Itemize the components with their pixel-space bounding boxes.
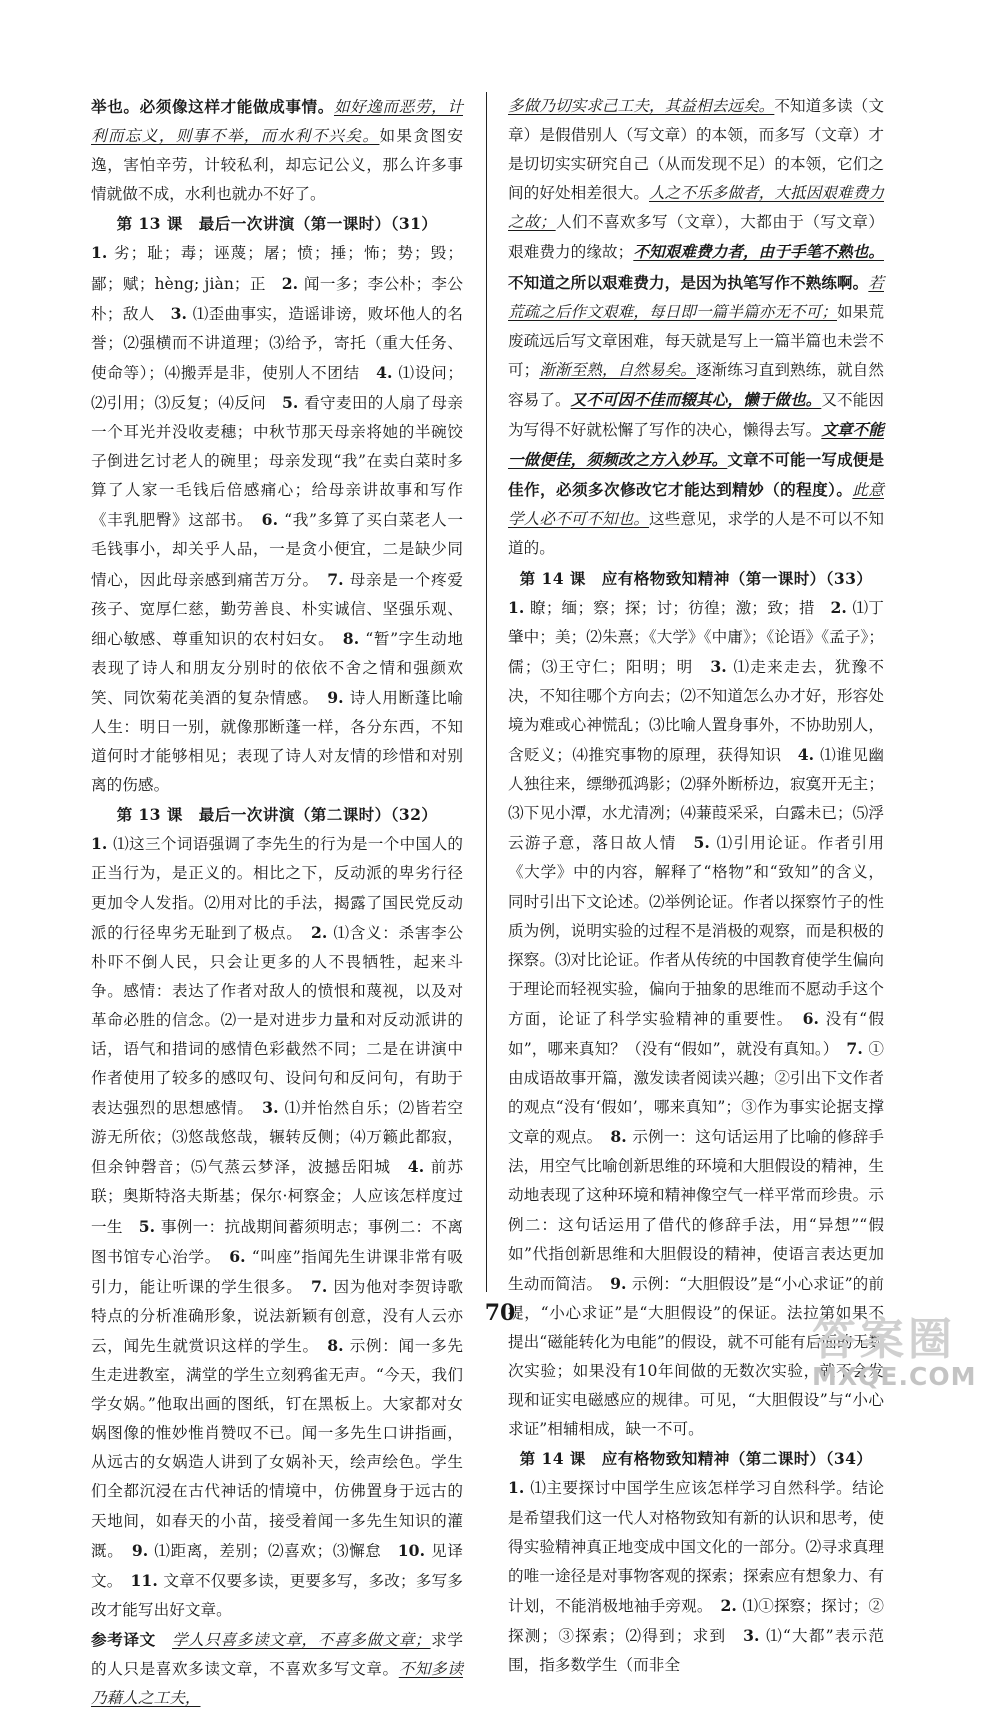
text-run: 劣；耻；毒；诬蔑；屠；愤；捶；怖；势；毁；鄙；赋；hèng; jiàn；正 [91, 244, 463, 293]
text-run: ⑴并怡然自乐；⑵皆若空游无所依；⑶悠哉悠哉，辗转反侧；⑷万籁此都寂，但余钟磬音；⑸气蒸云梦泽，波撼岳阳城 [91, 1099, 463, 1177]
handwritten-underlined-run: 若荒疏之后作文艰难，每日即一篇半篇亦无不可； [508, 273, 884, 321]
bold-text-run: 7. [846, 1039, 869, 1058]
right-para-1 [508, 92, 884, 564]
bold-text-run: 2. [830, 597, 853, 617]
handwritten-underlined-run: 渐渐至熟，自然易矣。 [539, 360, 697, 379]
handwritten-underlined-run: 人之不乐多做者，大抵因艰难费力之故； [508, 184, 885, 232]
bold-text-run: 5. [693, 833, 717, 853]
text-run: 事例一：抗战期间蓄须明志；事例二：不离图书馆专心治学。 [91, 1217, 464, 1266]
bold-text-run: 1. [91, 243, 114, 263]
text-run: 如果贪图安逸，害怕辛劳，计较私利，却忘记公义，那么许多事情就做不成，水利也就办不好了。 [91, 127, 463, 204]
bold-text-run: 8. [327, 1335, 350, 1355]
text-run: 求学的人只是喜欢多读文章，不喜欢多写文章。 [91, 1630, 463, 1678]
handwritten-underlined-run: 不知多读乃藉人之工夫， [91, 1659, 464, 1708]
text-run: 文章不仅要多读，更要多写，多改；多写多改才能写出好文章。 [91, 1571, 463, 1619]
bold-text-run: 5. [138, 1216, 161, 1236]
text-run: ⑴歪曲事实，造谣诽谤，败坏他人的名誉；⑵强横而不讲道理；⑶给予，寄托（重大任务、使命等）；⑷搬弄是非，使别人不团结 [91, 304, 463, 382]
text-run: 看守麦田的人扇了母亲一个耳光并没收麦穗；中秋节那天母亲将她的半碗饺子倒进乞讨老人的碗里；母亲发现“我”在卖白菜时多算了人家一毛钱后倍感痛心；给母亲讲故事和写作《丰乳肥臀》这部书。 [91, 393, 463, 530]
left-para-3 [91, 829, 463, 1625]
text-run: 母亲是一个疼爱孩子、宽厚仁慈，勤劳善良、朴实诚信、坚强乐观、细心敏感、尊重知识的农村妇女。 [91, 570, 463, 648]
bold-text-run: 10. [397, 1540, 432, 1560]
left-para-1 [91, 92, 463, 209]
bold-text-run: 3. [170, 303, 193, 323]
text-run: 示例：“大胆假设”是“小心求证”的前提，“小心求证”是“大胆假设”的保证。法拉第如果不提出“磁能转化为电能”的假设，就不可能有后面的无数次实验；如果没有10年间做的无数次实验，就不会发现和证实电磁感应的规律。可见，“大胆假设”与“小心求证”相辅相成，缺一不可。 [508, 1274, 884, 1439]
text-run: 这些意见，求学的人是不可以不知道的。 [508, 510, 884, 558]
handwritten-underlined-run: 此意学人必不可不知也。 [508, 481, 884, 529]
right-column [508, 92, 884, 1680]
text-run: ⑴丁肇中；美；⑵朱熹；《大学》《中庸》；《论语》《孟子》；儒；⑶王守仁；阳明；明 [508, 598, 885, 676]
bold-text-run: 参考译文 [91, 1629, 172, 1649]
lesson-14-part-1-title: 第 14 课 应有格物致知精神（第一课时）（33） [519, 568, 873, 588]
text-run: “暂”字生动地表现了诗人和朋友分别时的依依不舍之情和强颜欢笑、同饮菊花美酒的复杂情感。 [91, 629, 463, 707]
text-run: ⑴这三个词语强调了李先生的行为是一个中国人的正当行为，是正义的。相比之下，反动派的卑劣行径更加令人发指。⑵用对比的手法，揭露了国民党反动派的行径卑劣无耻到了极点。 [91, 835, 464, 942]
watermark-logo [812, 1314, 990, 1396]
text-run: ⑴距离，差别；⑵喜欢；⑶懈怠 [154, 1541, 398, 1560]
bold-text-run: 9. [327, 687, 350, 707]
bold-text-run: 8. [610, 1127, 633, 1147]
bold-text-run: 4. [797, 745, 821, 765]
bold-text-run: 文章不可能一写成便是佳作，必须多次修改它才能达到精妙（的程度）。 [508, 450, 884, 500]
bold-text-run: 举也。必须像这样才能做成事情。 [91, 97, 334, 116]
text-run: 瞭；缅；察；探；讨；彷徨；激；致；措 [530, 598, 831, 617]
left-para-2 [91, 238, 463, 800]
left-para-translation [91, 1625, 463, 1713]
left-column [91, 92, 463, 1713]
text-run: 没有“假如”，哪来真知？（没有“假如”，就没有真知。） [508, 1009, 884, 1058]
right-para-3 [508, 1473, 884, 1680]
handwritten-underlined-run: 不知艰难费力者，由于手笔不熟也。 [633, 242, 884, 262]
bold-text-run: 1. [91, 834, 114, 854]
watermark-site-text: MXQE.COM [812, 1362, 977, 1391]
bold-text-run: 2. [720, 1595, 743, 1615]
bold-text-run: 11. [130, 1570, 164, 1590]
text-run: ①由成语故事开篇，激发读者阅读兴趣；②引出下文作者的观点“没有‘假如’，哪来真知”；③作为事实论据支撑文章的观点。 [508, 1040, 884, 1147]
column-divider [486, 92, 487, 1292]
handwritten-underlined-run: 学人只喜多读文章，不喜多做文章； [171, 1630, 431, 1649]
bold-text-run: 3. [710, 656, 734, 676]
text-run: 示例：闻一多先生走进教室，满堂的学生立刻鸦雀无声。“今天，我们学女娲。”他取出画的图纸，钉在黑板上。大家都对女娲图像的惟妙惟肖赞叹不已。闻一多先生口讲指画，从远古的女娲造人讲到了女娲补天，绘声绘色。学生们全都沉浸在古代神话的情境中，仿佛置身于远古的天地间，如春天的小苗，接受着闻一多先生知识的灌溉。 [91, 1336, 463, 1560]
text-run: 如果荒废疏远后写文章困难，每天就是写上一篇半篇也未尝不可； [508, 302, 884, 379]
text-run: 示例一：这句话运用了比喻的修辞手法，用空气比喻创新思维的环境和大胆假设的精神，生动地表现了这种环境和精神像空气一样平常而珍贵。示例二：这句话运用了借代的修辞手法，用“异想”“假如”代指创新思维和大胆假设的精神，使语言表达更加生动而简洁。 [508, 1128, 884, 1293]
bold-text-run: 2. [281, 273, 304, 293]
text-run: 逐渐练习直到熟练，就自然容易了。 [508, 360, 884, 409]
text-run: ⑴谁见幽人独往来，缥缈孤鸿影；⑵驿外断桥边，寂寞开无主；⑶下见小潭，水尤清冽；⑷蒹葭采采，白露未已；⑸浮云游子意，落日故人情 [508, 746, 884, 853]
text-run: ⑴含义：杀害李公朴吓不倒人民，只会让更多的人不畏牺牲，起来斗争。感情：表达了作者对敌人的愤恨和蔑视，以及对革命必胜的信念。⑵一是对进步力量和对反动派讲的话，语气和措词的感情色彩截然不同；二是在讲演中作者使用了较多的感叹句、设问句和反问句，有助于表达强烈的思想感情。 [91, 923, 463, 1118]
bold-text-run: 6. [229, 1246, 252, 1266]
bold-text-run: 9. [131, 1540, 155, 1560]
lesson-14-part-2-title: 第 14 课 应有格物致知精神（第二课时）（34） [519, 1449, 873, 1469]
handwritten-underlined-run: 文章不能一做便佳，须频改之方入妙耳。 [508, 420, 884, 470]
bold-text-run: 7. [327, 569, 350, 589]
bold-text-run: 4. [376, 362, 399, 382]
bold-text-run: 9. [610, 1273, 632, 1293]
handwritten-underlined-run: 又不可因不佳而辍其心，懒于做也。 [570, 389, 822, 409]
text-run: ⑴“大都”表示范围，指多数学生（而非全 [508, 1626, 885, 1674]
watermark-logo-text: 答案圈 [812, 1314, 956, 1365]
text-run: 又不能因为写得不好就松懈了写作的决心，懒得去写。 [508, 390, 884, 440]
text-run: 不知道多读（文章）是假借别人（写文章）的本领，而多写（文章）才是切切实实研究自己（从而发现不足）的本领，它们之间的好处相差很大。 [508, 97, 884, 203]
bold-text-run: 6. [261, 510, 285, 530]
text-run: ⑴设问；⑵引用；⑶反复；⑷反问 [91, 363, 463, 412]
bold-text-run: 7. [310, 1276, 334, 1296]
text-run: ⑴引用论证。作者引用《大学》中的内容，解释了“格物”和“致知”的含义，同时引出下文论述。⑵举例论证。作者以探察竹子的性质为例，说明实验的过程不是消极的观察，而是积极的探察。⑶对比论证。作者从传统的中国教育使学生偏向于理论而轻视实验，偏向于抽象的思维而不愿动手这个方面，论证了科学实验精神的重要性。 [508, 834, 884, 1028]
handwritten-underlined-run: 如好逸而恶劳，计利而忘义，则事不举，而水利不兴矣。 [91, 98, 463, 146]
lesson-13-part-2-title: 第 13 课 最后一次讲演（第二课时）（32） [116, 805, 438, 825]
text-run: 见译文。 [91, 1541, 463, 1590]
bold-text-run: 6. [802, 1008, 826, 1028]
text-run: 因为他对李贺诗歌特点的分析准确形象，说法新颖有创意，没有人云亦云，闻先生就赏识这样的学生。 [91, 1277, 463, 1355]
lesson-13-part-1-title: 第 13 课 最后一次讲演（第一课时）（31） [116, 214, 438, 234]
bold-text-run: 2. [310, 922, 334, 942]
bold-text-run: 4. [407, 1157, 431, 1177]
bold-text-run: 3. [743, 1625, 767, 1645]
text-run: “叫座”指闻先生讲课非常有吸引力，能让听课的学生很多。 [91, 1247, 464, 1296]
text-run: 闻一多；李公朴；李公朴；敌人 [91, 274, 463, 323]
text-run: ⑴主要探讨中国学生应该怎样学习自然科学。结论是希望我们这一代人对格物致知有新的认识和思考，使得实验精神真正地变成中国文化的一部分。⑵寻求真理的唯一途径是对事物客观的探索；探索应有想象力、有计划，不能消极地袖手旁观。 [508, 1479, 884, 1615]
text-run: ⑴走来走去，犹豫不决，不知往哪个方向去；⑵不知道怎么办才好，形容处境为难或心神慌乱；⑶比喻人置身事外，不协助别人，含贬义；⑷推究事物的原理，获得知识 [508, 657, 884, 765]
bold-text-run: 1. [508, 1478, 531, 1498]
text-run: 前苏联；奥斯特洛夫斯基；保尔·柯察金；人应该怎样度过一生 [91, 1158, 464, 1236]
text-run: 诗人用断蓬比喻人生：明日一别，就像那断蓬一样，各分东西，不知道何时才能够相见；表现了诗人对友情的珍惜和对别离的伤感。 [91, 688, 463, 795]
page-number: 70 [484, 1300, 516, 1326]
text-run: “我”多算了买白菜老人一毛钱事小，却关乎人品，一是贪小便宜，二是缺少同情心，因此母亲感到痛苦万分。 [91, 511, 463, 589]
text-run: ⑴①探察；探讨；②探测；③探索；⑵得到；求到 [508, 1596, 885, 1645]
bold-text-run: 3. [262, 1098, 285, 1118]
text-run: 人们不喜欢多写（文章），大都由于（写文章）艰难费力的缘故； [508, 213, 884, 262]
bold-text-run: 8. [342, 628, 366, 648]
bold-text-run: 5. [281, 392, 305, 412]
bold-text-run: 不知道之所以艰难费力，是因为执笔写作不熟练啊。 [508, 272, 869, 292]
handwritten-underlined-run: 多做乃切实求己工夫，其益相去远矣。 [508, 97, 775, 115]
bold-text-run: 1. [508, 597, 531, 617]
